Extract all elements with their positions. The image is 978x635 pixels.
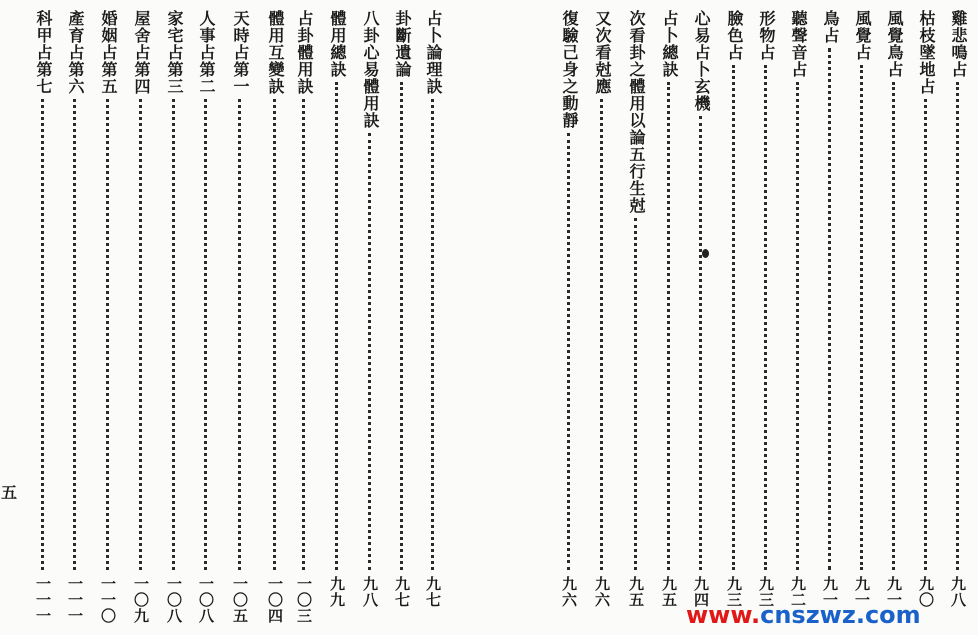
- toc-entry: [390, 10, 414, 630]
- toc-entry: [325, 10, 349, 630]
- dot-leader: [567, 133, 570, 570]
- dot-leader: [172, 99, 175, 570]
- toc-entry-title: 家宅占第三: [165, 10, 184, 95]
- toc-entry-title: 次看卦之體用以論五行生尅: [627, 10, 646, 214]
- toc-entry: [557, 10, 581, 630]
- toc-entry-page-number: 一〇五: [231, 576, 249, 624]
- toc-entry-title: 心易占卜玄機: [692, 10, 711, 112]
- toc-entry: [96, 10, 120, 630]
- toc-entry: [194, 10, 218, 630]
- dot-leader: [956, 82, 959, 570]
- toc-entry-page-number: 一一一: [66, 576, 84, 624]
- toc-entry: [914, 10, 938, 630]
- toc-entry: [786, 10, 810, 630]
- toc-entry: [850, 10, 874, 630]
- toc-entry-title: 八卦心易體用訣: [361, 10, 380, 129]
- toc-entry-title: 鳥占: [821, 10, 840, 44]
- toc-entry-page-number: 九二: [789, 576, 807, 608]
- toc-entry-page-number: 九八: [949, 576, 967, 608]
- dot-leader: [699, 116, 702, 570]
- dot-leader: [273, 99, 276, 570]
- toc-entry: [590, 10, 614, 630]
- toc-entry-page-number: 一〇三: [295, 576, 313, 624]
- toc-entry-title: 聽聲音占: [789, 10, 808, 78]
- toc-entry-title: 又次看尅應: [593, 10, 612, 95]
- toc-entry-title: 卦斷遺論: [393, 10, 412, 78]
- dot-leader: [924, 99, 927, 570]
- dot-leader: [139, 99, 142, 570]
- toc-entry-page-number: 九三: [725, 576, 743, 608]
- toc-entry-title: 復驗己身之動靜: [560, 10, 579, 129]
- dot-leader: [400, 82, 403, 570]
- toc-entry-page-number: 九三: [757, 576, 775, 608]
- toc-entry: [754, 10, 778, 630]
- toc-entry-title: 臉色占: [725, 10, 744, 61]
- toc-entry-title: 占卜論理訣: [424, 10, 443, 95]
- toc-entry-title: 體用總訣: [328, 10, 347, 78]
- toc-entry-page-number: 九七: [393, 576, 411, 608]
- dot-leader: [73, 99, 76, 570]
- toc-entry-title: 形物占: [757, 10, 776, 61]
- dot-leader: [302, 99, 305, 570]
- toc-entry-title: 婚姻占第五: [99, 10, 118, 95]
- toc-entry: [129, 10, 153, 630]
- toc-entry: [421, 10, 445, 630]
- dot-leader: [106, 99, 109, 570]
- toc-entry-page-number: 九六: [593, 576, 611, 608]
- toc-entry: [624, 10, 648, 630]
- toc-entry-title: 體用互變訣: [266, 10, 285, 95]
- site-watermark: [686, 601, 921, 629]
- dot-leader: [828, 48, 831, 570]
- toc-entry-title: 人事占第二: [197, 10, 216, 95]
- toc-entry: [946, 10, 970, 630]
- toc-entry: [162, 10, 186, 630]
- toc-entry-page-number: 九八: [361, 576, 379, 608]
- toc-entry-title: 占卜總訣: [660, 10, 679, 78]
- toc-entry-page-number: 九四: [692, 576, 710, 608]
- dot-leader: [204, 99, 207, 570]
- page-folio-number: 五: [1, 483, 18, 502]
- toc-entry-page-number: 一〇八: [165, 576, 183, 624]
- scan-speck: [702, 249, 709, 258]
- toc-entry-title: 雞悲鳴占: [949, 10, 968, 78]
- toc-entry-page-number: 九六: [560, 576, 578, 608]
- toc-entry: [689, 10, 713, 630]
- dot-leader: [860, 65, 863, 570]
- toc-entry: [657, 10, 681, 630]
- toc-entry-page-number: 九一: [821, 576, 839, 608]
- toc-entry: [292, 10, 316, 630]
- toc-entry-title: 科甲占第七: [34, 10, 53, 95]
- toc-entry: [818, 10, 842, 630]
- toc-entry-page-number: 九五: [627, 576, 645, 608]
- toc-entry-page-number: 九一: [885, 576, 903, 608]
- toc-entry-page-number: 九一: [853, 576, 871, 608]
- toc-entry-title: 產育占第六: [66, 10, 85, 95]
- toc-entry: [31, 10, 55, 630]
- toc-entry: [358, 10, 382, 630]
- dot-leader: [634, 218, 637, 570]
- toc-entry-title: 風覺鳥占: [885, 10, 904, 78]
- dot-leader: [892, 82, 895, 570]
- toc-entry-page-number: 一〇八: [197, 576, 215, 624]
- toc-entry-title: 天時占第一: [231, 10, 250, 95]
- watermark-suffix: .com: [855, 601, 921, 629]
- dot-leader: [732, 65, 735, 570]
- toc-entry: [63, 10, 87, 630]
- toc-entry-title: 風覺占: [853, 10, 872, 61]
- dot-leader: [796, 82, 799, 570]
- toc-entry-page-number: 九五: [660, 576, 678, 608]
- toc-entry-page-number: 九七: [424, 576, 442, 608]
- toc-entry-page-number: 一〇九: [132, 576, 150, 624]
- toc-entry-page-number: 九〇: [917, 576, 935, 608]
- watermark-prefix: www.: [686, 601, 761, 629]
- toc-entry-title: 占卦體用訣: [295, 10, 314, 95]
- toc-entry-page-number: 一一一: [34, 576, 52, 624]
- dot-leader: [431, 99, 434, 570]
- dot-leader: [41, 99, 44, 570]
- watermark-domain: cnszwz: [760, 601, 856, 629]
- toc-entry-title: 屋舍占第四: [132, 10, 151, 95]
- dot-leader: [335, 82, 338, 570]
- dot-leader: [368, 133, 371, 570]
- dot-leader: [238, 99, 241, 570]
- toc-entry-title: 枯枝墜地占: [917, 10, 936, 95]
- dot-leader: [764, 65, 767, 570]
- dot-leader: [600, 99, 603, 570]
- toc-entry: [263, 10, 287, 630]
- toc-entry: [882, 10, 906, 630]
- dot-leader: [667, 82, 670, 570]
- toc-entry-page-number: 九九: [328, 576, 346, 608]
- toc-entry-page-number: 一〇四: [266, 576, 284, 624]
- toc-entry: [228, 10, 252, 630]
- toc-entry: [722, 10, 746, 630]
- toc-entry-page-number: 一一〇: [99, 576, 117, 624]
